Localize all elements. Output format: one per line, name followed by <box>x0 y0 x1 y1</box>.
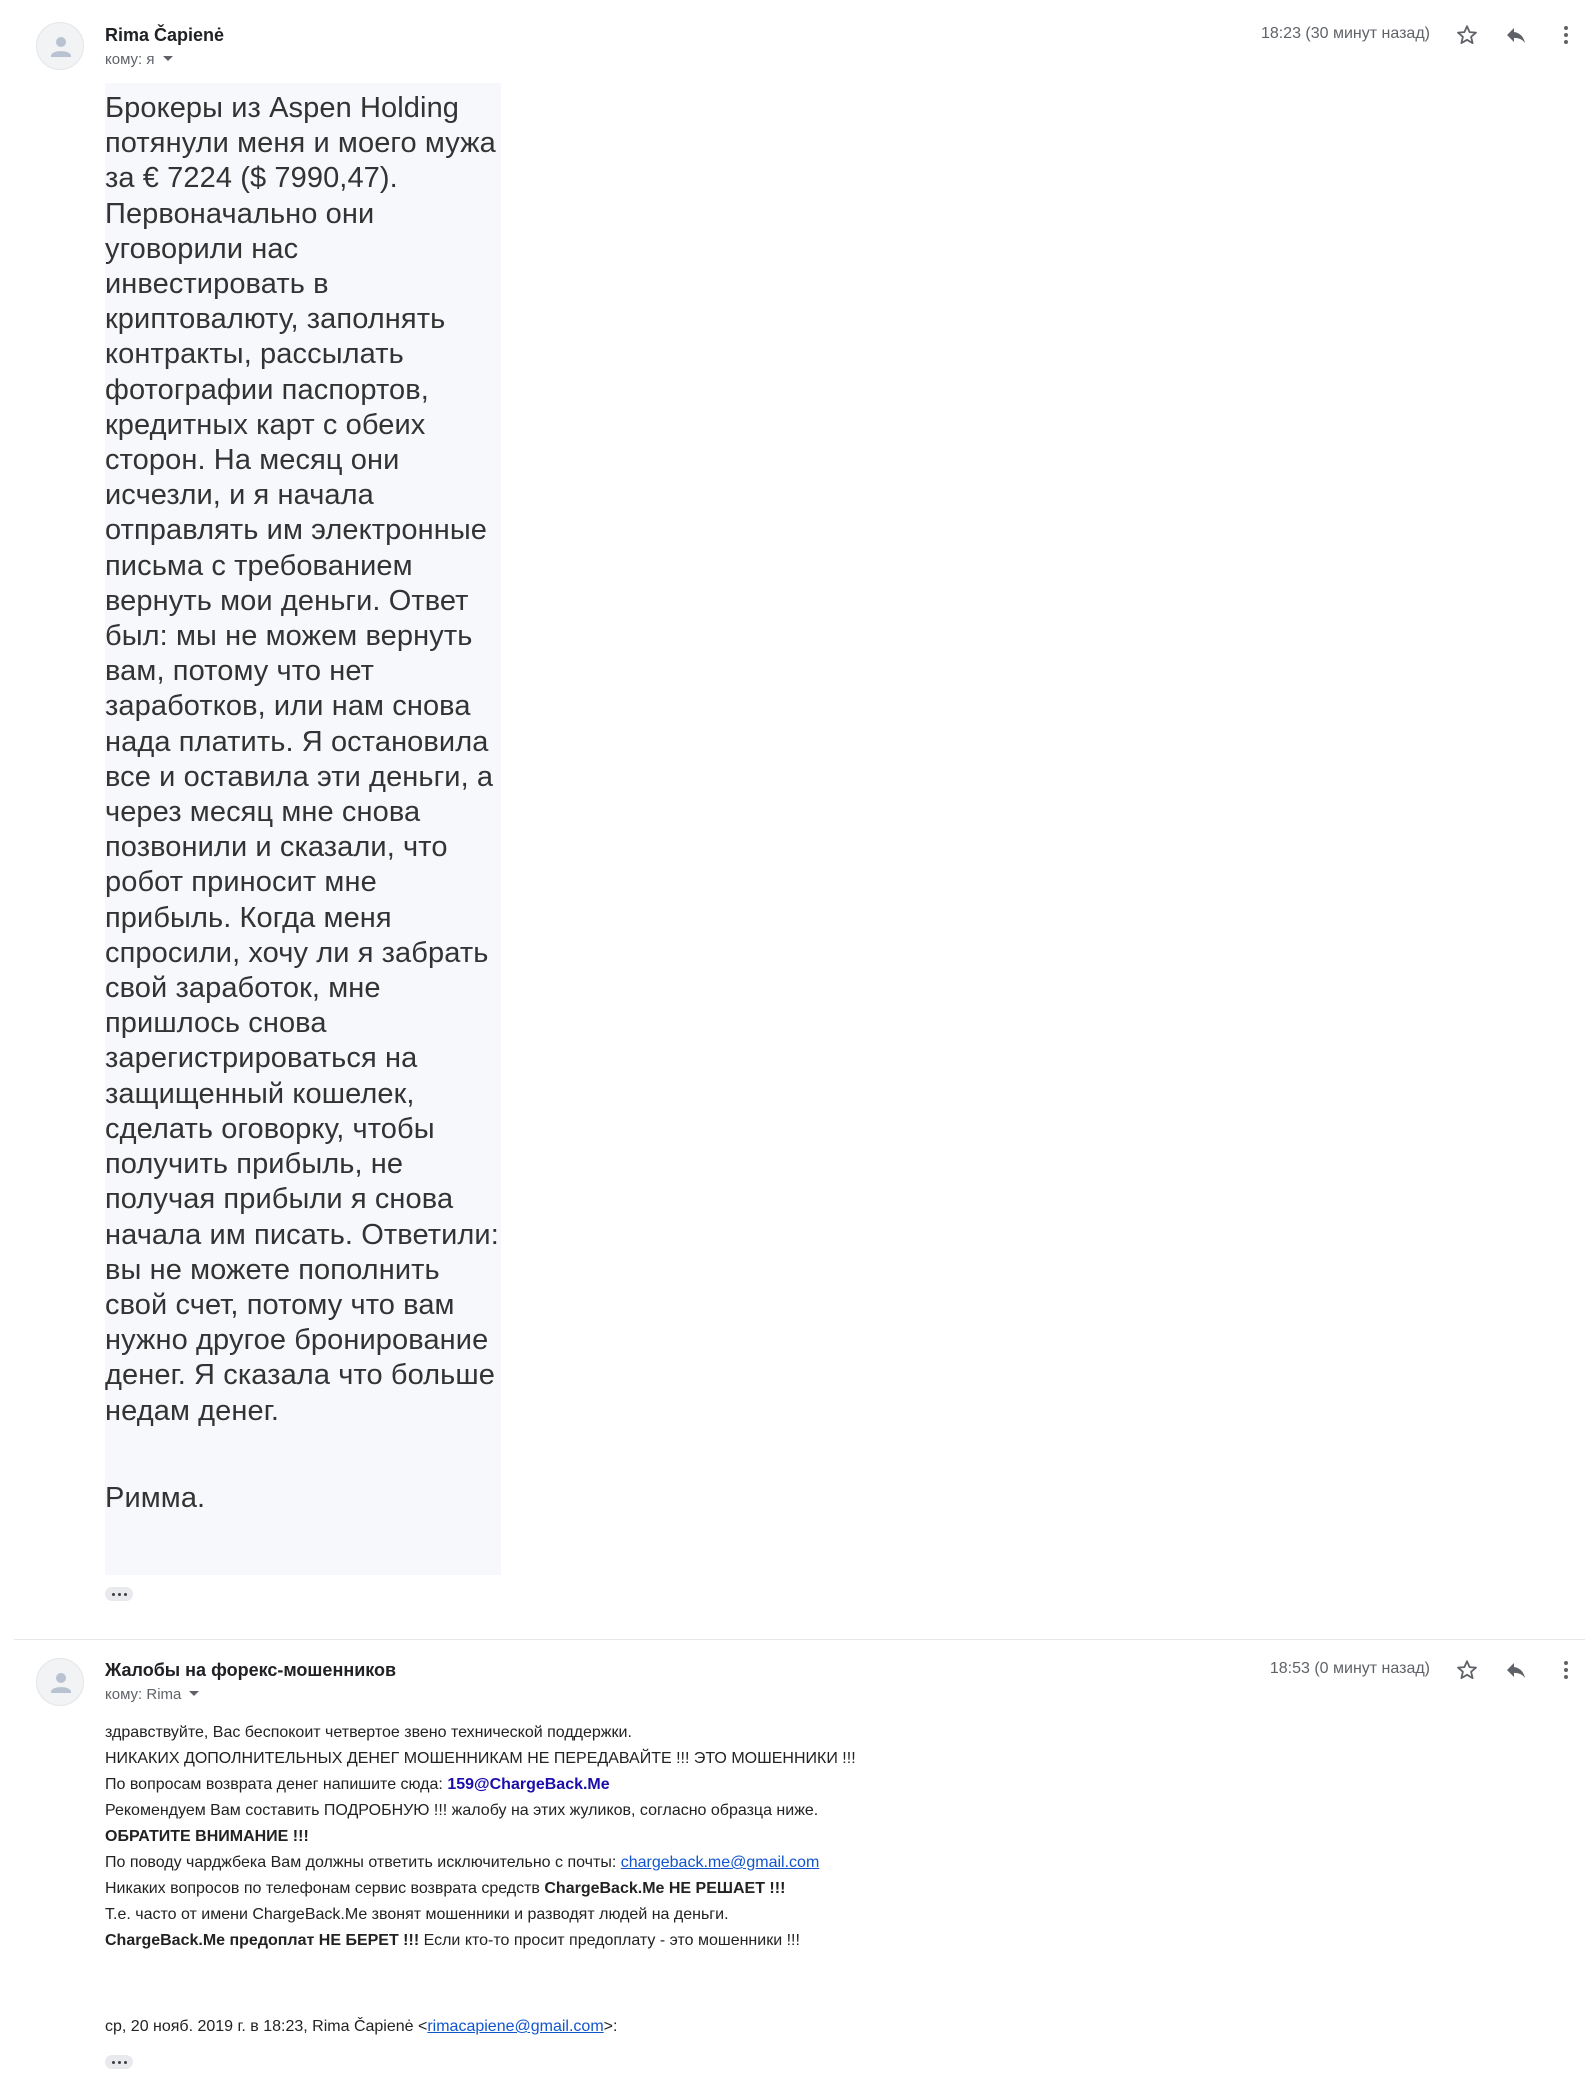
body-line-warning: НИКАКИХ ДОПОЛНИТЕЛЬНЫХ ДЕНЕГ МОШЕННИКАМ НЕ ПЕРЕДАВАЙТЕ !!! ЭТО МОШЕННИКИ !!! <box>105 1750 856 1767</box>
more-vert-icon <box>1554 1658 1578 1682</box>
quote-attribution-end: >: <box>603 2018 618 2035</box>
phone-notice-bold: ChargeBack.Me НЕ РЕШАЕТ !!! <box>544 1880 786 1897</box>
recipient-details-toggle[interactable] <box>105 1686 199 1703</box>
ellipsis-dot-icon <box>118 2061 121 2064</box>
recipient-label: кому: Rima <box>105 1686 182 1703</box>
body-line-phone-notice <box>105 1876 1205 1902</box>
contact-text: По вопросам возврата денег напишите сюда: <box>105 1776 448 1793</box>
reply-button[interactable] <box>1500 19 1532 51</box>
message-body <box>105 1720 1205 1954</box>
ellipsis-dot-icon <box>124 1593 127 1596</box>
reply-button[interactable] <box>1500 1654 1532 1686</box>
default-avatar-icon <box>37 1659 84 1706</box>
prepayment-text: Если кто-то просит предоплату - это мошенники !!! <box>419 1932 800 1949</box>
show-trimmed-content-button[interactable] <box>105 2055 133 2069</box>
ellipsis-dot-icon <box>124 2061 127 2064</box>
message-timestamp: 18:23 (30 минут назад) <box>1260 25 1430 42</box>
reply-icon <box>1504 1658 1528 1682</box>
message-signature: Римма. <box>105 1481 206 1514</box>
more-options-button[interactable] <box>1550 19 1582 51</box>
star-button[interactable] <box>1451 1654 1483 1686</box>
message-timestamp: 18:53 (0 минут назад) <box>1269 1660 1430 1677</box>
message-2 <box>0 1640 1593 2083</box>
body-line-impersonation: Т.е. часто от имени ChargeBack.Ме звонят мошенники и разводят людей на деньги. <box>105 1906 729 1923</box>
ellipsis-dot-icon <box>112 2061 115 2064</box>
quote-sender-email[interactable]: rimacapiene@gmail.com <box>427 2018 604 2035</box>
attention-heading: ОБРАТИТЕ ВНИМАНИЕ !!! <box>105 1828 309 1845</box>
more-vert-icon <box>1554 23 1578 47</box>
quote-attribution: ср, 20 нояб. 2019 г. в 18:23, Rima Čapienė < <box>105 2018 428 2035</box>
star-icon <box>1455 23 1479 47</box>
ellipsis-dot-icon <box>118 1593 121 1596</box>
body-line-attention <box>105 1824 1205 1850</box>
star-icon <box>1455 1658 1479 1682</box>
star-button[interactable] <box>1451 19 1483 51</box>
body-line-contact <box>105 1772 1205 1798</box>
sender-avatar[interactable] <box>36 1658 84 1706</box>
body-line-recommendation: Рекомендуем Вам составить ПОДРОБНУЮ !!! жалобу на этих жуликов, согласно образца ниже. <box>105 1802 819 1819</box>
body-line-greeting: здравствуйте, Вас беспокоит четвертое звено технической поддержки. <box>105 1724 632 1741</box>
ellipsis-dot-icon <box>112 1593 115 1596</box>
recipient-details-toggle[interactable] <box>105 51 173 68</box>
body-line-official-email <box>105 1850 1205 1876</box>
more-options-button[interactable] <box>1550 1654 1582 1686</box>
default-avatar-icon <box>37 23 84 70</box>
official-email-text: По поводу чарджбека Вам должны ответить исключительно с почты: <box>105 1854 621 1871</box>
body-line-prepayment <box>105 1928 1205 1954</box>
sender-name: Rima Čapienė <box>105 25 225 45</box>
message-body <box>105 83 501 1575</box>
contact-email: 159@ChargeBack.Me <box>447 1776 610 1793</box>
message-body-text: Брокеры из Aspen Holding потянули меня и моего мужа за € 7224 ($ 7990,47). Первоначально они уговорили нас инвестировать в криптовалюту, заполнять контракты, рассылать фотографии паспортов, кредитных карт с обеих сторон. На месяц они исчезли, и я начала отправлять им электронные письма с требованием вернуть мои деньги. Ответ был: мы не можем вернуть вам, потому что нет заработков, или нам снова нада платить. Я остановила все и оставила эти деньги, а через месяц мне снова позвонили и сказали, что робот приносит мне прибыль. Когда меня спросили, хочу ли я забрать свой заработок, мне пришлось снова зарегистрироваться на защищенный кошелек, сделать оговорку, чтобы получить прибыль, не получая прибыли я снова начала им писать. Ответили: вы не можете пополнить свой счет, потому что вам нужно другое бронирование денег. Я сказала что больше недам денег. <box>105 92 499 1427</box>
sender-avatar[interactable] <box>36 22 84 70</box>
show-trimmed-content-button[interactable] <box>105 1587 133 1601</box>
phone-notice-text: Никаких вопросов по телефонам сервис возврата средств <box>105 1880 545 1897</box>
official-email-link[interactable]: chargeback.me@gmail.com <box>620 1854 820 1871</box>
reply-icon <box>1504 23 1528 47</box>
prepayment-bold: ChargeBack.Me предоплат НЕ БЕРЕТ !!! <box>105 1932 420 1949</box>
sender-name: Жалобы на форекс-мошенников <box>105 1660 397 1680</box>
recipient-label: кому: я <box>105 51 155 68</box>
quoted-message-header <box>105 2018 617 2036</box>
chevron-down-icon <box>163 56 173 61</box>
chevron-down-icon <box>189 1691 199 1696</box>
